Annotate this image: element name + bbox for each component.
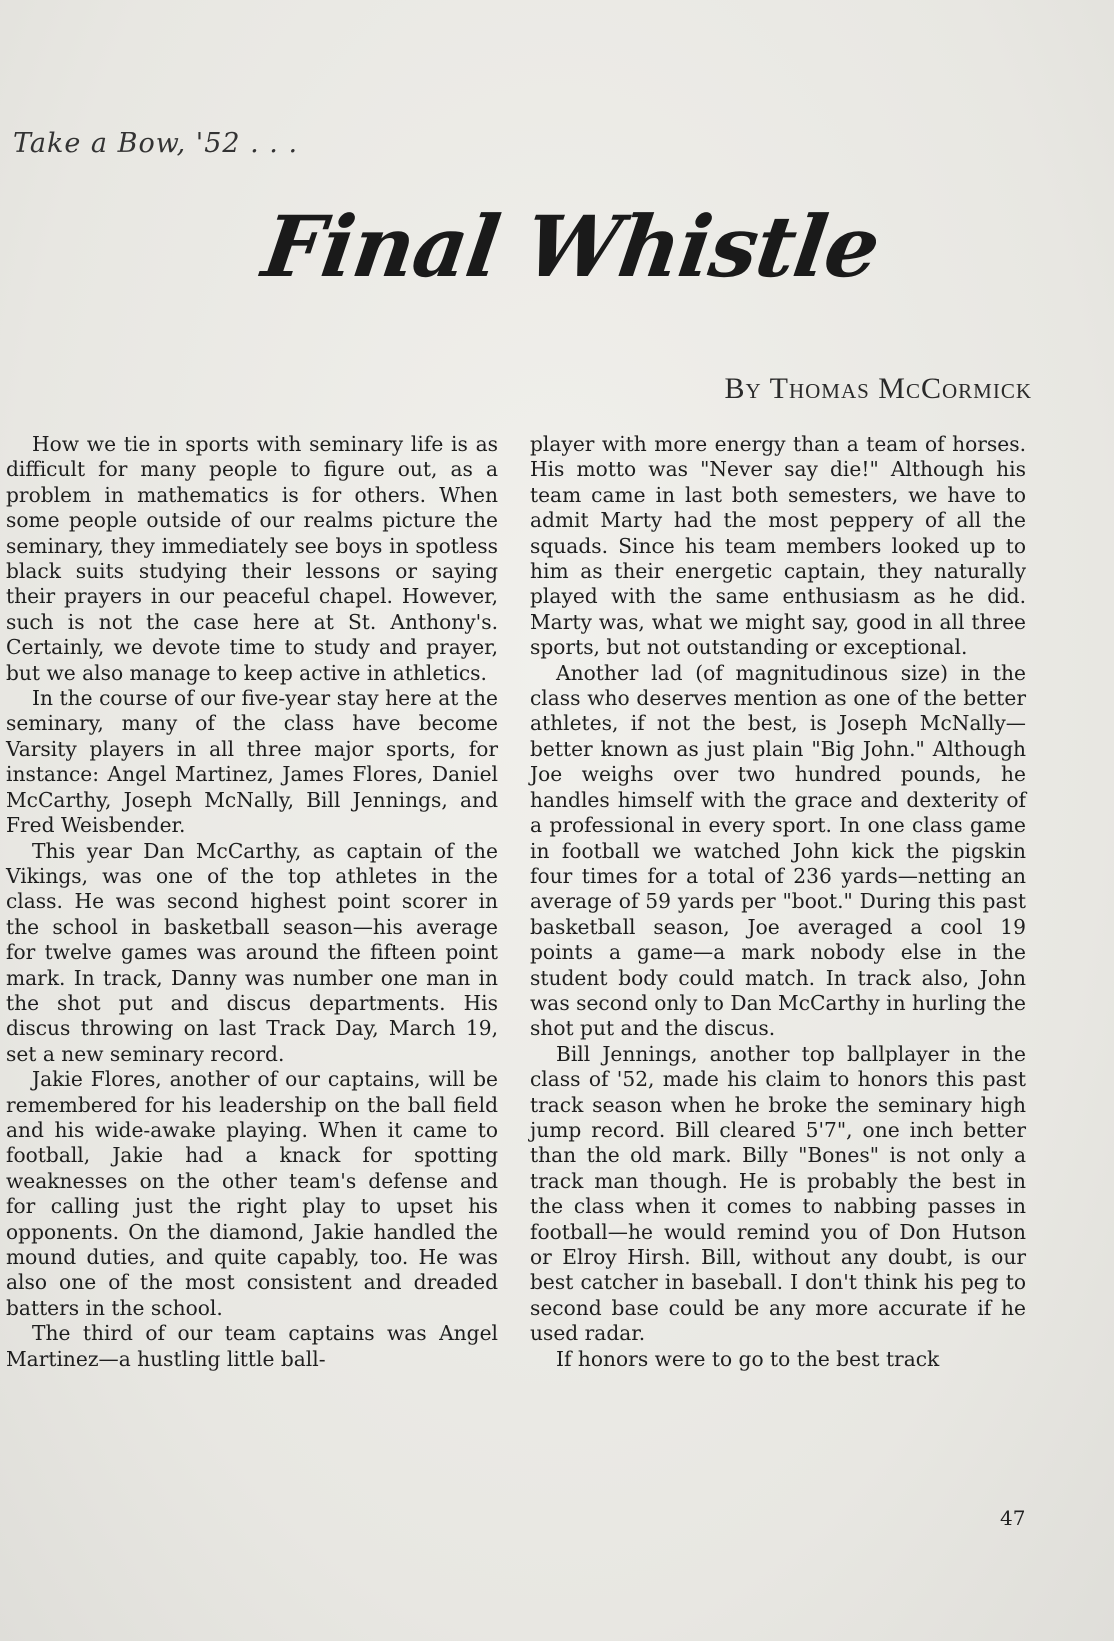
- paragraph-continuation: player with more energy than a team of horses. His motto was "Never say die!" Although his team came in last both semesters, we have to admit Marty had the most peppery of all the squads. Since his team members looked up to him as their energetic captain, they naturally played with the same enthusiasm as he did. Marty was, what we might say, good in all three sports, but not outstanding or exceptional.: [530, 432, 1026, 660]
- paragraph: Another lad (of magnitudinous size) in the class who deserves mention as one of the better athletes, if not the best, is Joseph McNally—better known as just plain "Big John." Although Joe weighs over two hundred pounds, he handles himself with the grace and dexterity of a professional in every sport. In one class game in football we watched John kick the pigskin four times for a total of 236 yards—netting an average of 59 yards per "boot." During this past basketball season, Joe averaged a cool 19 points a game—a mark nobody else in the student body could match. In track also, John was second only to Dan McCarthy in hurling the shot put and the discus.: [530, 660, 1026, 1041]
- section-title: Take a Bow, '52 . . .: [13, 128, 299, 159]
- page-number: 47: [1000, 1506, 1026, 1530]
- paragraph: Bill Jennings, another top ballplayer in the class of '52, made his claim to honors this past track season when he broke the seminary high jump record. Bill cleared 5'7", one inch better than the old mark. Billy "Bones" is not only a track man though. He is probably the best in the class when it comes to nabbing passes in football—he would remind you of Don Hutson or Elroy Hirsh. Bill, without any doubt, is our best catcher in baseball. I don't think his peg to second base could be any more accurate if he used radar.: [530, 1041, 1026, 1346]
- article-headline: Final Whistle: [257, 197, 885, 296]
- paragraph: Jakie Flores, another of our captains, will be remembered for his leadership on the ball field and his wide-awake playing. When it came to football, Jakie had a knack for spotting weaknesses on the other team's defense and for calling just the right play to upset his opponents. On the diamond, Jakie handled the mound duties, and quite capably, too. He was also one of the most consistent and dreaded batters in the school.: [6, 1067, 498, 1320]
- article-byline: By Thomas McCormick: [724, 372, 1032, 405]
- paragraph: The third of our team captains was Angel Martinez—a hustling little ball-: [6, 1321, 498, 1371]
- paragraph: How we tie in sports with seminary life is as difficult for many people to figure out, as a problem in mathematics is for others. When some people outside of our realms picture the seminary, they immediately see boys in spotless black suits studying their lessons or saying their prayers in our peaceful chapel. However, such is not the case here at St. Anthony's. Certainly, we devote time to study and prayer, but we also manage to keep active in athletics.: [6, 432, 498, 685]
- paragraph: If honors were to go to the best track: [556, 1346, 940, 1371]
- right-column: [530, 432, 1026, 1372]
- left-column: [6, 432, 498, 1372]
- paragraph: In the course of our five-year stay here at the seminary, many of the class have become Varsity players in all three major sports, for instance: Angel Martinez, James Flores, Daniel McCarthy, Joseph McNally, Bill Jennings, and Fred Weisbender.: [6, 686, 498, 838]
- paragraph: This year Dan McCarthy, as captain of the Vikings, was one of the top athletes in the class. He was second highest point scorer in the school in basketball season—his average for twelve games was around the fifteen point mark. In track, Danny was number one man in the shot put and discus departments. His discus throwing on last Track Day, March 19, set a new seminary record.: [6, 838, 498, 1066]
